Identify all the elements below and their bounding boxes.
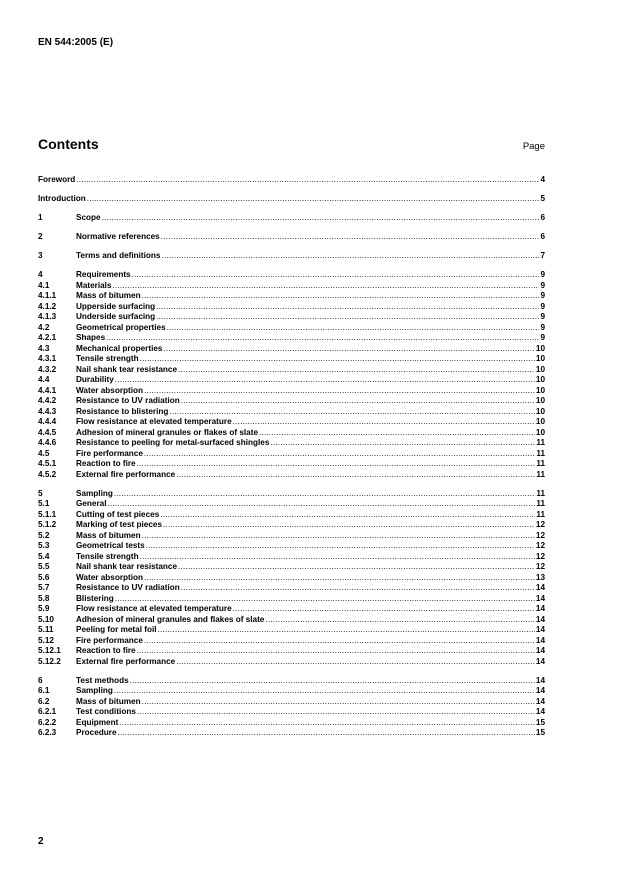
toc-entry-number: 4.3.2 xyxy=(38,364,57,374)
dot-leader xyxy=(270,438,535,449)
toc-entry-number: 4.3.1 xyxy=(38,354,57,363)
toc-entry[interactable] xyxy=(38,281,545,292)
toc-entry-page: 10 xyxy=(535,417,545,426)
toc-entry-title: Resistance to UV radiation xyxy=(76,583,180,592)
toc-entry[interactable] xyxy=(38,499,545,510)
toc-entry-page: 14 xyxy=(535,593,545,603)
dot-leader xyxy=(156,312,539,323)
dot-leader xyxy=(115,375,535,386)
toc-entry-page: 10 xyxy=(535,364,545,374)
dot-leader xyxy=(140,354,535,365)
toc-entry-number: 4.4.3 xyxy=(38,406,57,416)
toc-entry-number: 5.12.1 xyxy=(38,646,61,655)
dot-leader xyxy=(161,251,539,262)
toc-entry[interactable] xyxy=(38,728,545,739)
toc-entry-number: 4.4.2 xyxy=(38,396,57,405)
toc-entry-number: 5.1.1 xyxy=(38,509,57,519)
toc-entry-page: 10 xyxy=(535,406,545,416)
toc-entry[interactable] xyxy=(38,232,545,243)
toc-entry-number: 5.6 xyxy=(38,572,50,582)
toc-entry-number: 6.2.1 xyxy=(38,707,57,716)
toc-entry-title: Sampling xyxy=(76,488,113,498)
toc-entry[interactable] xyxy=(38,459,545,470)
toc-entry-title: Sampling xyxy=(76,686,113,695)
toc-entry-title: Procedure xyxy=(76,728,117,737)
toc-entry[interactable] xyxy=(38,604,545,615)
toc-entry[interactable] xyxy=(38,676,545,687)
toc-entry[interactable] xyxy=(38,251,545,262)
toc-entry-number: 5.7 xyxy=(38,583,50,592)
dot-leader xyxy=(163,520,535,531)
document-header: EN 544:2005 (E) xyxy=(38,37,114,48)
dot-leader xyxy=(142,697,535,708)
dot-leader xyxy=(176,657,535,668)
toc-entry-page: 10 xyxy=(535,427,545,437)
dot-leader xyxy=(181,396,535,407)
toc-entry-page: 11 xyxy=(536,488,545,498)
toc-entry[interactable] xyxy=(38,194,545,205)
toc-entry-number: 5.1 xyxy=(38,499,50,508)
dot-leader xyxy=(137,707,535,718)
toc-entry-title: Equipment xyxy=(76,717,119,727)
toc-entry-title: Mass of bitumen xyxy=(76,530,141,540)
toc-entry-title: Nail shank tear resistance xyxy=(76,364,178,374)
dot-leader xyxy=(176,470,535,481)
toc-entry-title: Test conditions xyxy=(76,707,136,716)
toc-entry-title: Adhesion of mineral granules or flakes of slate xyxy=(76,427,258,437)
dot-leader xyxy=(161,232,540,243)
toc-entry[interactable] xyxy=(38,386,545,397)
dot-leader xyxy=(158,625,535,636)
dot-leader xyxy=(140,552,535,563)
toc-entry-page: 10 xyxy=(535,396,545,405)
toc-entry-number: 5.12.2 xyxy=(38,656,61,666)
toc-entry[interactable] xyxy=(38,615,545,626)
toc-entry-title: Resistance to blistering xyxy=(76,406,169,416)
toc-entry-title: Nail shank tear resistance xyxy=(76,562,178,571)
dot-leader xyxy=(115,594,535,605)
toc-entry-page: 10 xyxy=(535,375,545,384)
toc-entry-page: 11 xyxy=(536,499,545,508)
toc-entry-page: 10 xyxy=(535,385,545,395)
table-of-contents xyxy=(38,175,545,739)
toc-entry[interactable] xyxy=(38,718,545,729)
toc-entry[interactable] xyxy=(38,531,545,542)
dot-leader xyxy=(130,676,535,687)
dot-leader xyxy=(114,686,535,697)
toc-entry-number: 4.2.1 xyxy=(38,333,57,342)
toc-entry-page: 14 xyxy=(535,614,545,624)
dot-leader xyxy=(163,344,534,355)
toc-entry-number: 6.1 xyxy=(38,686,50,695)
toc-entry-number: 4.4.1 xyxy=(38,385,57,395)
toc-entry-title: Water absorption xyxy=(76,572,144,582)
toc-entry-page: 12 xyxy=(535,520,545,529)
toc-entry-number: 5 xyxy=(38,488,43,498)
dot-leader xyxy=(233,417,535,428)
toc-entry-page: 11 xyxy=(536,438,545,447)
toc-entry[interactable] xyxy=(38,354,545,365)
dot-leader xyxy=(76,175,539,186)
toc-entry-page: 12 xyxy=(535,541,545,550)
toc-entry-page: 6 xyxy=(540,232,545,241)
toc-entry-title: Requirements xyxy=(76,270,131,279)
toc-entry[interactable] xyxy=(38,428,545,439)
toc-entry-title: Cutting of test pieces xyxy=(76,509,160,519)
toc-entry[interactable] xyxy=(38,636,545,647)
toc-entry-page: 14 xyxy=(535,604,545,613)
toc-entry-number: 6 xyxy=(38,675,43,685)
toc-entry[interactable] xyxy=(38,541,545,552)
toc-entry-page: 9 xyxy=(540,333,545,342)
toc-entry-page: 14 xyxy=(535,583,545,592)
dot-leader xyxy=(87,194,540,205)
toc-entry-title: Test methods xyxy=(76,675,129,685)
dot-leader xyxy=(181,583,535,594)
toc-entry-title: Normative references xyxy=(76,232,160,241)
dot-leader xyxy=(108,499,536,510)
dot-leader xyxy=(178,365,535,376)
dot-leader xyxy=(178,562,535,573)
toc-entry-page: 6 xyxy=(540,213,545,222)
toc-entry[interactable] xyxy=(38,302,545,313)
toc-entry-number: 4.1.3 xyxy=(38,312,57,321)
dot-leader xyxy=(265,615,535,626)
toc-entry-page: 14 xyxy=(535,675,545,685)
toc-entry-page: 9 xyxy=(540,322,545,332)
toc-entry-number: 2 xyxy=(38,232,43,241)
dot-leader xyxy=(169,407,535,418)
toc-entry-number: 5.1.2 xyxy=(38,520,57,529)
dot-leader xyxy=(137,459,536,470)
toc-entry-number: 6.2 xyxy=(38,696,50,706)
dot-leader xyxy=(144,573,535,584)
toc-entry-title: Foreword xyxy=(38,175,76,184)
dot-leader xyxy=(102,213,540,224)
toc-entry[interactable] xyxy=(38,520,545,531)
toc-entry-title: Reaction to fire xyxy=(76,646,136,655)
toc-entry-page: 11 xyxy=(536,448,545,458)
toc-entry[interactable] xyxy=(38,686,545,697)
toc-entry-page: 14 xyxy=(535,696,545,706)
dot-leader xyxy=(113,281,540,292)
toc-entry-number: 5.11 xyxy=(38,625,54,634)
dot-leader xyxy=(146,541,535,552)
toc-entry-title: External fire performance xyxy=(76,656,176,666)
toc-entry-page: 12 xyxy=(535,562,545,571)
toc-entry-number: 5.4 xyxy=(38,551,50,561)
toc-entry[interactable] xyxy=(38,583,545,594)
toc-entry-page: 11 xyxy=(536,459,545,468)
toc-entry-number: 5.2 xyxy=(38,530,50,540)
toc-entry-number: 4.5.2 xyxy=(38,469,57,479)
toc-entry-number: 5.12 xyxy=(38,635,54,645)
toc-entry-number: 4.1.2 xyxy=(38,301,57,311)
dot-leader xyxy=(233,604,535,615)
toc-entry[interactable] xyxy=(38,594,545,605)
toc-entry[interactable] xyxy=(38,573,545,584)
toc-entry-number: 5.9 xyxy=(38,604,50,613)
toc-entry-title: Upperside surfacing xyxy=(76,301,156,311)
toc-entry[interactable] xyxy=(38,417,545,428)
toc-entry-page: 4 xyxy=(540,175,545,184)
toc-entry-title: Terms and definitions xyxy=(76,251,161,260)
toc-entry-number: 1 xyxy=(38,213,43,222)
page-number: 2 xyxy=(38,836,44,847)
dot-leader xyxy=(144,386,535,397)
toc-entry-title: Scope xyxy=(76,213,101,222)
toc-entry[interactable] xyxy=(38,175,545,186)
toc-entry-number: 3 xyxy=(38,251,43,260)
toc-entry-title: Tensile strength xyxy=(76,551,139,561)
dot-leader xyxy=(144,636,535,647)
toc-entry-title: Mechanical properties xyxy=(76,343,163,353)
toc-entry-title: Materials xyxy=(76,280,112,290)
toc-entry-number: 4.1 xyxy=(38,280,50,290)
toc-entry-title: Introduction xyxy=(38,194,86,203)
dot-leader xyxy=(106,333,539,344)
toc-entry-title: Resistance to peeling for metal-surfaced shingles xyxy=(76,438,270,447)
toc-entry-number: 4.4.5 xyxy=(38,427,57,437)
toc-entry-number: 5.8 xyxy=(38,593,50,603)
toc-entry[interactable] xyxy=(38,707,545,718)
toc-entry-page: 10 xyxy=(535,343,545,353)
toc-entry-page: 14 xyxy=(535,707,545,716)
toc-entry[interactable] xyxy=(38,270,545,281)
toc-entry-title: External fire performance xyxy=(76,469,176,479)
toc-entry-title: Geometrical properties xyxy=(76,322,166,332)
toc-entry-title: Adhesion of mineral granules and flakes of slate xyxy=(76,614,265,624)
toc-entry-title: Underside surfacing xyxy=(76,312,156,321)
toc-entry[interactable] xyxy=(38,697,545,708)
toc-entry-title: Marking of test pieces xyxy=(76,520,162,529)
toc-entry-title: Geometrical tests xyxy=(76,541,145,550)
toc-entry[interactable] xyxy=(38,625,545,636)
page-column-label: Page xyxy=(522,141,545,152)
dot-leader xyxy=(259,428,535,439)
toc-entry-page: 9 xyxy=(540,280,545,290)
toc-entry[interactable] xyxy=(38,333,545,344)
toc-entry-number: 4.4.4 xyxy=(38,417,57,426)
toc-entry[interactable] xyxy=(38,470,545,481)
toc-entry-title: Flow resistance at elevated temperature xyxy=(76,417,232,426)
toc-entry-page: 12 xyxy=(535,551,545,561)
toc-entry[interactable] xyxy=(38,375,545,386)
toc-entry[interactable] xyxy=(38,552,545,563)
toc-entry-page: 9 xyxy=(540,301,545,311)
toc-entry[interactable] xyxy=(38,407,545,418)
toc-entry-page: 13 xyxy=(535,572,545,582)
dot-leader xyxy=(142,531,535,542)
toc-entry-page: 14 xyxy=(535,625,545,634)
toc-entry-page: 11 xyxy=(536,509,545,519)
dot-leader xyxy=(142,291,540,302)
dot-leader xyxy=(119,718,535,729)
toc-entry-title: Mass of bitumen xyxy=(76,291,141,300)
toc-entry-page: 15 xyxy=(535,728,545,737)
toc-entry-page: 14 xyxy=(535,656,545,666)
toc-entry-page: 10 xyxy=(535,354,545,363)
toc-entry[interactable] xyxy=(38,489,545,500)
toc-entry-page: 9 xyxy=(540,312,545,321)
dot-leader xyxy=(144,449,535,460)
toc-entry-number: 4.5 xyxy=(38,448,50,458)
toc-entry-number: 4.3 xyxy=(38,343,50,353)
toc-entry-number: 5.5 xyxy=(38,562,50,571)
toc-entry-title: Durability xyxy=(76,375,114,384)
page-title: Contents xyxy=(38,136,99,152)
toc-entry-title: Fire performance xyxy=(76,635,143,645)
toc-entry-title: Resistance to UV radiation xyxy=(76,396,180,405)
toc-entry-number: 4.5.1 xyxy=(38,459,57,468)
toc-entry-page: 9 xyxy=(540,291,545,300)
toc-entry-page: 7 xyxy=(540,251,545,260)
toc-entry-title: Fire performance xyxy=(76,448,143,458)
dot-leader xyxy=(118,728,535,739)
toc-entry-page: 14 xyxy=(535,635,545,645)
toc-entry-title: General xyxy=(76,499,107,508)
toc-entry-page: 9 xyxy=(540,270,545,279)
toc-entry-title: Shapes xyxy=(76,333,106,342)
toc-entry[interactable] xyxy=(38,562,545,573)
dot-leader xyxy=(156,302,539,313)
toc-entry-number: 6.2.2 xyxy=(38,717,57,727)
toc-entry[interactable] xyxy=(38,291,545,302)
dot-leader xyxy=(114,489,535,500)
toc-entry[interactable] xyxy=(38,449,545,460)
dot-leader xyxy=(137,646,535,657)
toc-entry-title: Water absorption xyxy=(76,385,144,395)
dot-leader xyxy=(132,270,540,281)
toc-entry[interactable] xyxy=(38,344,545,355)
toc-entry[interactable] xyxy=(38,646,545,657)
toc-entry-page: 15 xyxy=(535,717,545,727)
toc-entry[interactable] xyxy=(38,438,545,449)
toc-entry-title: Mass of bitumen xyxy=(76,696,141,706)
toc-entry-page: 12 xyxy=(535,530,545,540)
toc-entry-title: Peeling for metal foil xyxy=(76,625,157,634)
toc-entry[interactable] xyxy=(38,213,545,224)
toc-entry-number: 5.10 xyxy=(38,614,54,624)
toc-entry[interactable] xyxy=(38,657,545,668)
toc-entry-title: Blistering xyxy=(76,593,114,603)
toc-entry-number: 4 xyxy=(38,270,43,279)
toc-entry-page: 14 xyxy=(535,686,545,695)
toc-entry-page: 5 xyxy=(540,194,545,203)
toc-entry-number: 6.2.3 xyxy=(38,728,57,737)
toc-entry-number: 5.3 xyxy=(38,541,50,550)
toc-entry-title: Reaction to fire xyxy=(76,459,136,468)
toc-entry-number: 4.4.6 xyxy=(38,438,57,447)
toc-entry-title: Tensile strength xyxy=(76,354,139,363)
toc-entry[interactable] xyxy=(38,365,545,376)
toc-entry-title: Flow resistance at elevated temperature xyxy=(76,604,232,613)
toc-entry-number: 4.1.1 xyxy=(38,291,57,300)
toc-entry-number: 4.2 xyxy=(38,322,50,332)
toc-entry-page: 14 xyxy=(535,646,545,655)
dot-leader xyxy=(167,323,540,334)
toc-entry[interactable] xyxy=(38,396,545,407)
dot-leader xyxy=(160,510,535,521)
toc-entry[interactable] xyxy=(38,323,545,334)
toc-entry-page: 11 xyxy=(536,469,545,479)
toc-entry[interactable] xyxy=(38,510,545,521)
toc-entry[interactable] xyxy=(38,312,545,323)
toc-entry-number: 4.4 xyxy=(38,375,50,384)
